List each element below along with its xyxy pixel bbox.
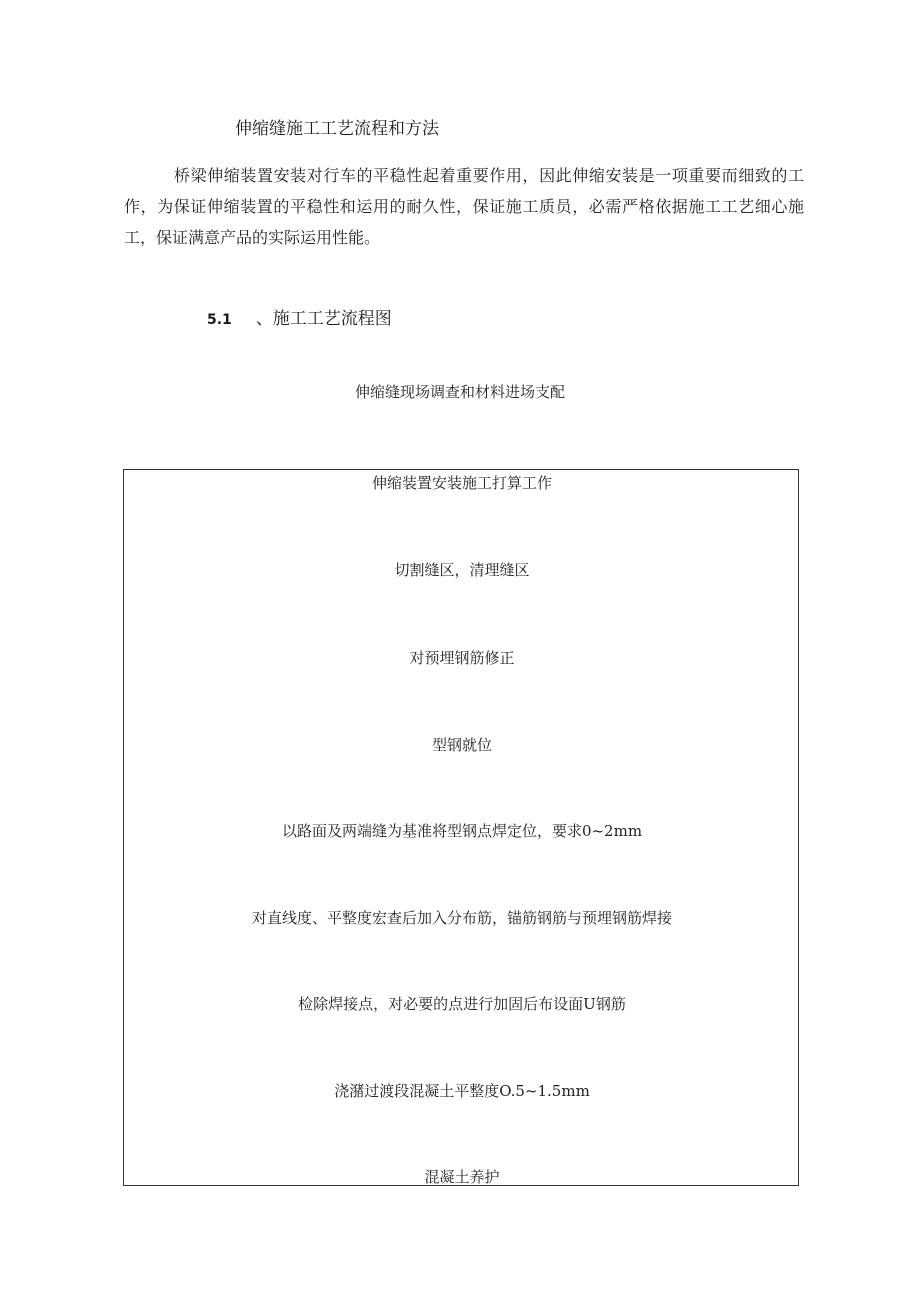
flow-step: 对预埋钢筋修正 (409, 649, 515, 667)
intro-paragraph: 桥梁伸缩装置安装对行车的平稳性起着重要作用，因此伸缩安装是一项重要而细致的工作，为保证伸缩装置的平稳性和运用的耐久性，保证施工质员，必需严格依据施工工艺细心施工，保证满意产品的实际运用性能。 (124, 166, 804, 247)
section-number: 5.1 (207, 312, 232, 328)
section-title: 、施工工艺流程图 (255, 309, 392, 329)
flow-step-site-survey: 伸缩缝现场调查和材料进场支配 (354, 383, 565, 401)
document-title: 伸缩缝施工工艺流程和方法 (235, 119, 439, 139)
section-heading (207, 304, 392, 329)
flowchart-box (123, 469, 799, 1186)
flow-step: 切割缝区，清理缝区 (394, 561, 530, 579)
flow-step: 以路面及两端缝为基准将型钢点焊定位，要求0~2mm (281, 822, 643, 840)
flow-step: 浇潴过渡段混凝土平整度O.5~1.5mm (334, 1082, 590, 1100)
flow-step: 型钢就位 (431, 736, 492, 754)
flow-step: 检除焊接点，对必要的点进行加固后布设面U钢筋 (298, 995, 626, 1013)
flow-step: 伸缩装置安装施工打算工作 (371, 474, 552, 492)
flow-step: 对直线度、平整度宏查后加入分布筋，锚筋钢筋与预埋钢筋焊接 (251, 909, 672, 927)
flow-step: 混凝土养护 (424, 1168, 500, 1186)
